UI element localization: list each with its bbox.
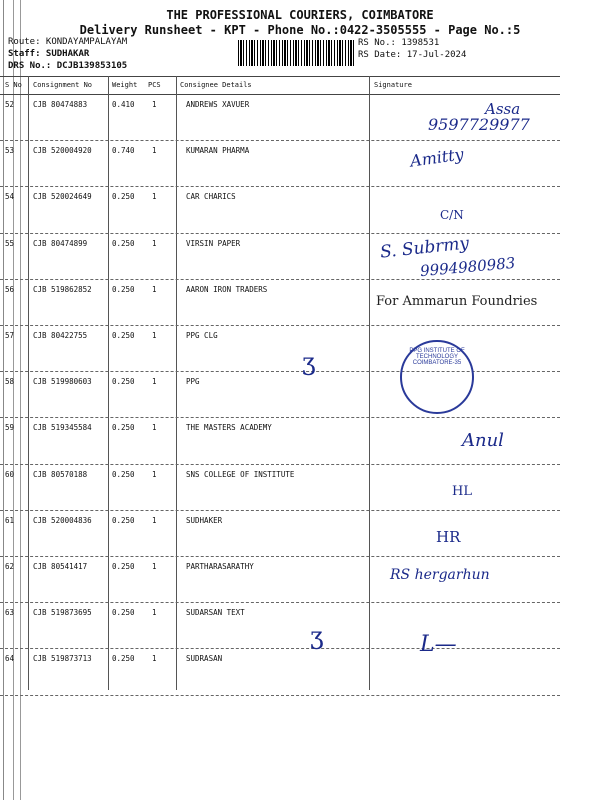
- stamp-text: PPG INSTITUTE OF TECHNOLOGY COIMBATORE-35: [409, 348, 465, 366]
- row-divider: [0, 556, 560, 557]
- col-consignee: Consignee Details: [180, 81, 252, 89]
- signature-mark: L—: [420, 632, 457, 657]
- cell-wt: 0.250: [112, 238, 135, 248]
- cell-name: SNS COLLEGE OF INSTITUTE: [186, 469, 295, 479]
- cell-name: SUDRASAN: [186, 654, 223, 664]
- cell-wt: 0.250: [112, 562, 135, 571]
- signature-mark: S. Subrmy: [379, 233, 470, 263]
- cell-name: AARON IRON TRADERS: [186, 284, 268, 294]
- cell-pcs: 1: [152, 192, 157, 202]
- barcode: [238, 40, 355, 66]
- sig-ammarun: For Ammarun Foundries: [376, 294, 538, 309]
- cell-cons: CJB 520004836: [33, 515, 92, 525]
- cell-cons: CJB 519862852: [33, 284, 92, 294]
- cell-cons: CJB 519873713: [33, 654, 92, 664]
- row-divider: [0, 648, 560, 649]
- row-divider: [0, 371, 560, 372]
- col-pcs: PCS: [148, 81, 161, 89]
- row-divider: [0, 325, 560, 326]
- sig-hl: HL: [452, 484, 472, 499]
- signature-mark: Amitty: [408, 144, 465, 171]
- sig-phone-1: 9597729977: [428, 115, 530, 134]
- company-title: THE PROFESSIONAL COURIERS, COIMBATORE: [166, 8, 434, 22]
- cell-wt: 0.250: [112, 515, 135, 525]
- cell-name: ANDREWS XAVUER: [186, 100, 250, 109]
- drs-label: DRS No.: DCJB139853105: [8, 61, 128, 71]
- cell-sno: 54: [5, 192, 15, 202]
- cell-pcs: 1: [152, 469, 157, 479]
- cell-sno: 61: [5, 515, 15, 525]
- cell-cons: CJB 519873695: [33, 608, 92, 618]
- cell-wt: 0.410: [112, 100, 135, 109]
- cell-wt: 0.740: [112, 146, 135, 156]
- sig-hr: HR: [436, 528, 461, 546]
- cell-wt: 0.250: [112, 377, 135, 387]
- row-divider: [0, 140, 560, 141]
- cell-name: VIRSIN PAPER: [186, 238, 241, 248]
- row-divider: [0, 464, 560, 465]
- cell-sno: 53: [5, 146, 15, 156]
- rs-date-label: RS Date: 17-Jul-2024: [358, 50, 467, 60]
- cell-name: SUDHAKER: [186, 515, 223, 525]
- cell-cons: CJB 520024649: [33, 192, 92, 202]
- cell-name: SUDARSAN TEXT: [186, 608, 245, 618]
- col-sno: S No: [5, 81, 22, 89]
- row-divider: [0, 417, 560, 418]
- cell-name: PARTHARASARATHY: [186, 562, 254, 571]
- cell-sno: 55: [5, 238, 15, 248]
- cell-wt: 0.250: [112, 469, 135, 479]
- scan-edge-line: [20, 0, 21, 800]
- cell-cons: CJB 519345584: [33, 423, 92, 433]
- runsheet-title: Delivery Runsheet - KPT - Phone No.:0422-3505555 - Page No.:5: [79, 23, 521, 37]
- signature-mark: Anul: [462, 430, 504, 451]
- cell-pcs: 1: [152, 654, 157, 664]
- sig-phone-2: 9994980983: [419, 253, 517, 281]
- cell-name: CAR CHARICS: [186, 192, 236, 202]
- cell-cons: CJB 80474899: [33, 238, 88, 248]
- cell-pcs: 1: [152, 238, 157, 248]
- scan-edge-line: [3, 0, 4, 800]
- cell-sno: 62: [5, 562, 15, 571]
- route-label: Route: KONDAYAMPALAYAM: [8, 37, 128, 47]
- sig-rs: RS hergarhun: [390, 567, 490, 583]
- cell-wt: 0.250: [112, 423, 135, 433]
- cell-name: PPG: [186, 377, 200, 387]
- cell-sno: 63: [5, 608, 15, 618]
- signature-mark: ʒ: [310, 622, 324, 650]
- table-header-border: [0, 94, 560, 95]
- cell-name: KUMARAN PHARMA: [186, 146, 250, 156]
- cell-pcs: 1: [152, 608, 157, 618]
- staff-label: Staff: SUDHAKAR: [8, 49, 90, 59]
- row-divider: [0, 279, 560, 280]
- cell-pcs: 1: [152, 377, 157, 387]
- cell-cons: CJB 519980603: [33, 377, 92, 387]
- cell-name: THE MASTERS ACADEMY: [186, 423, 272, 433]
- cell-pcs: 1: [152, 423, 157, 433]
- cell-cons: CJB 80474883: [33, 100, 88, 109]
- cell-wt: 0.250: [112, 331, 135, 340]
- col-divider: [176, 76, 177, 690]
- row-divider: [0, 602, 560, 603]
- cell-wt: 0.250: [112, 608, 135, 618]
- cell-cons: CJB 80422755: [33, 331, 88, 340]
- col-weight: Weight: [112, 81, 138, 89]
- cell-sno: 56: [5, 284, 15, 294]
- table-header: [0, 76, 600, 94]
- col-divider: [28, 76, 29, 690]
- row-divider: [0, 695, 560, 696]
- cell-sno: 64: [5, 654, 15, 664]
- cell-pcs: 1: [152, 100, 157, 109]
- row-divider: [0, 233, 560, 234]
- row-divider: [0, 510, 560, 511]
- cell-wt: 0.250: [112, 192, 135, 202]
- cell-wt: 0.250: [112, 654, 135, 664]
- cell-cons: CJB 80570188: [33, 469, 88, 479]
- cell-sno: 59: [5, 423, 15, 433]
- cell-cons: CJB 520004920: [33, 146, 92, 156]
- cell-pcs: 1: [152, 562, 157, 571]
- col-signature: Signature: [374, 81, 412, 89]
- row-divider: [0, 186, 560, 187]
- signature-mark: Assa: [485, 100, 521, 118]
- cell-sno: 60: [5, 469, 15, 479]
- col-consignment: Consignment No: [33, 81, 93, 89]
- sig-cn: C/N: [440, 208, 464, 222]
- scan-edge-line: [13, 0, 14, 800]
- cell-sno: 52: [5, 100, 15, 109]
- cell-wt: 0.250: [112, 284, 135, 294]
- cell-pcs: 1: [152, 515, 157, 525]
- cell-pcs: 1: [152, 331, 157, 340]
- signature-mark: ʒ: [302, 348, 316, 376]
- rs-no-label: RS No.: 1398531: [358, 38, 440, 48]
- col-divider: [108, 76, 109, 690]
- cell-sno: 57: [5, 331, 15, 340]
- institute-stamp: [400, 340, 474, 414]
- cell-pcs: 1: [152, 284, 157, 294]
- cell-pcs: 1: [152, 146, 157, 156]
- cell-cons: CJB 80541417: [33, 562, 88, 571]
- cell-name: PPG CLG: [186, 331, 218, 340]
- cell-sno: 58: [5, 377, 15, 387]
- col-divider: [369, 76, 370, 690]
